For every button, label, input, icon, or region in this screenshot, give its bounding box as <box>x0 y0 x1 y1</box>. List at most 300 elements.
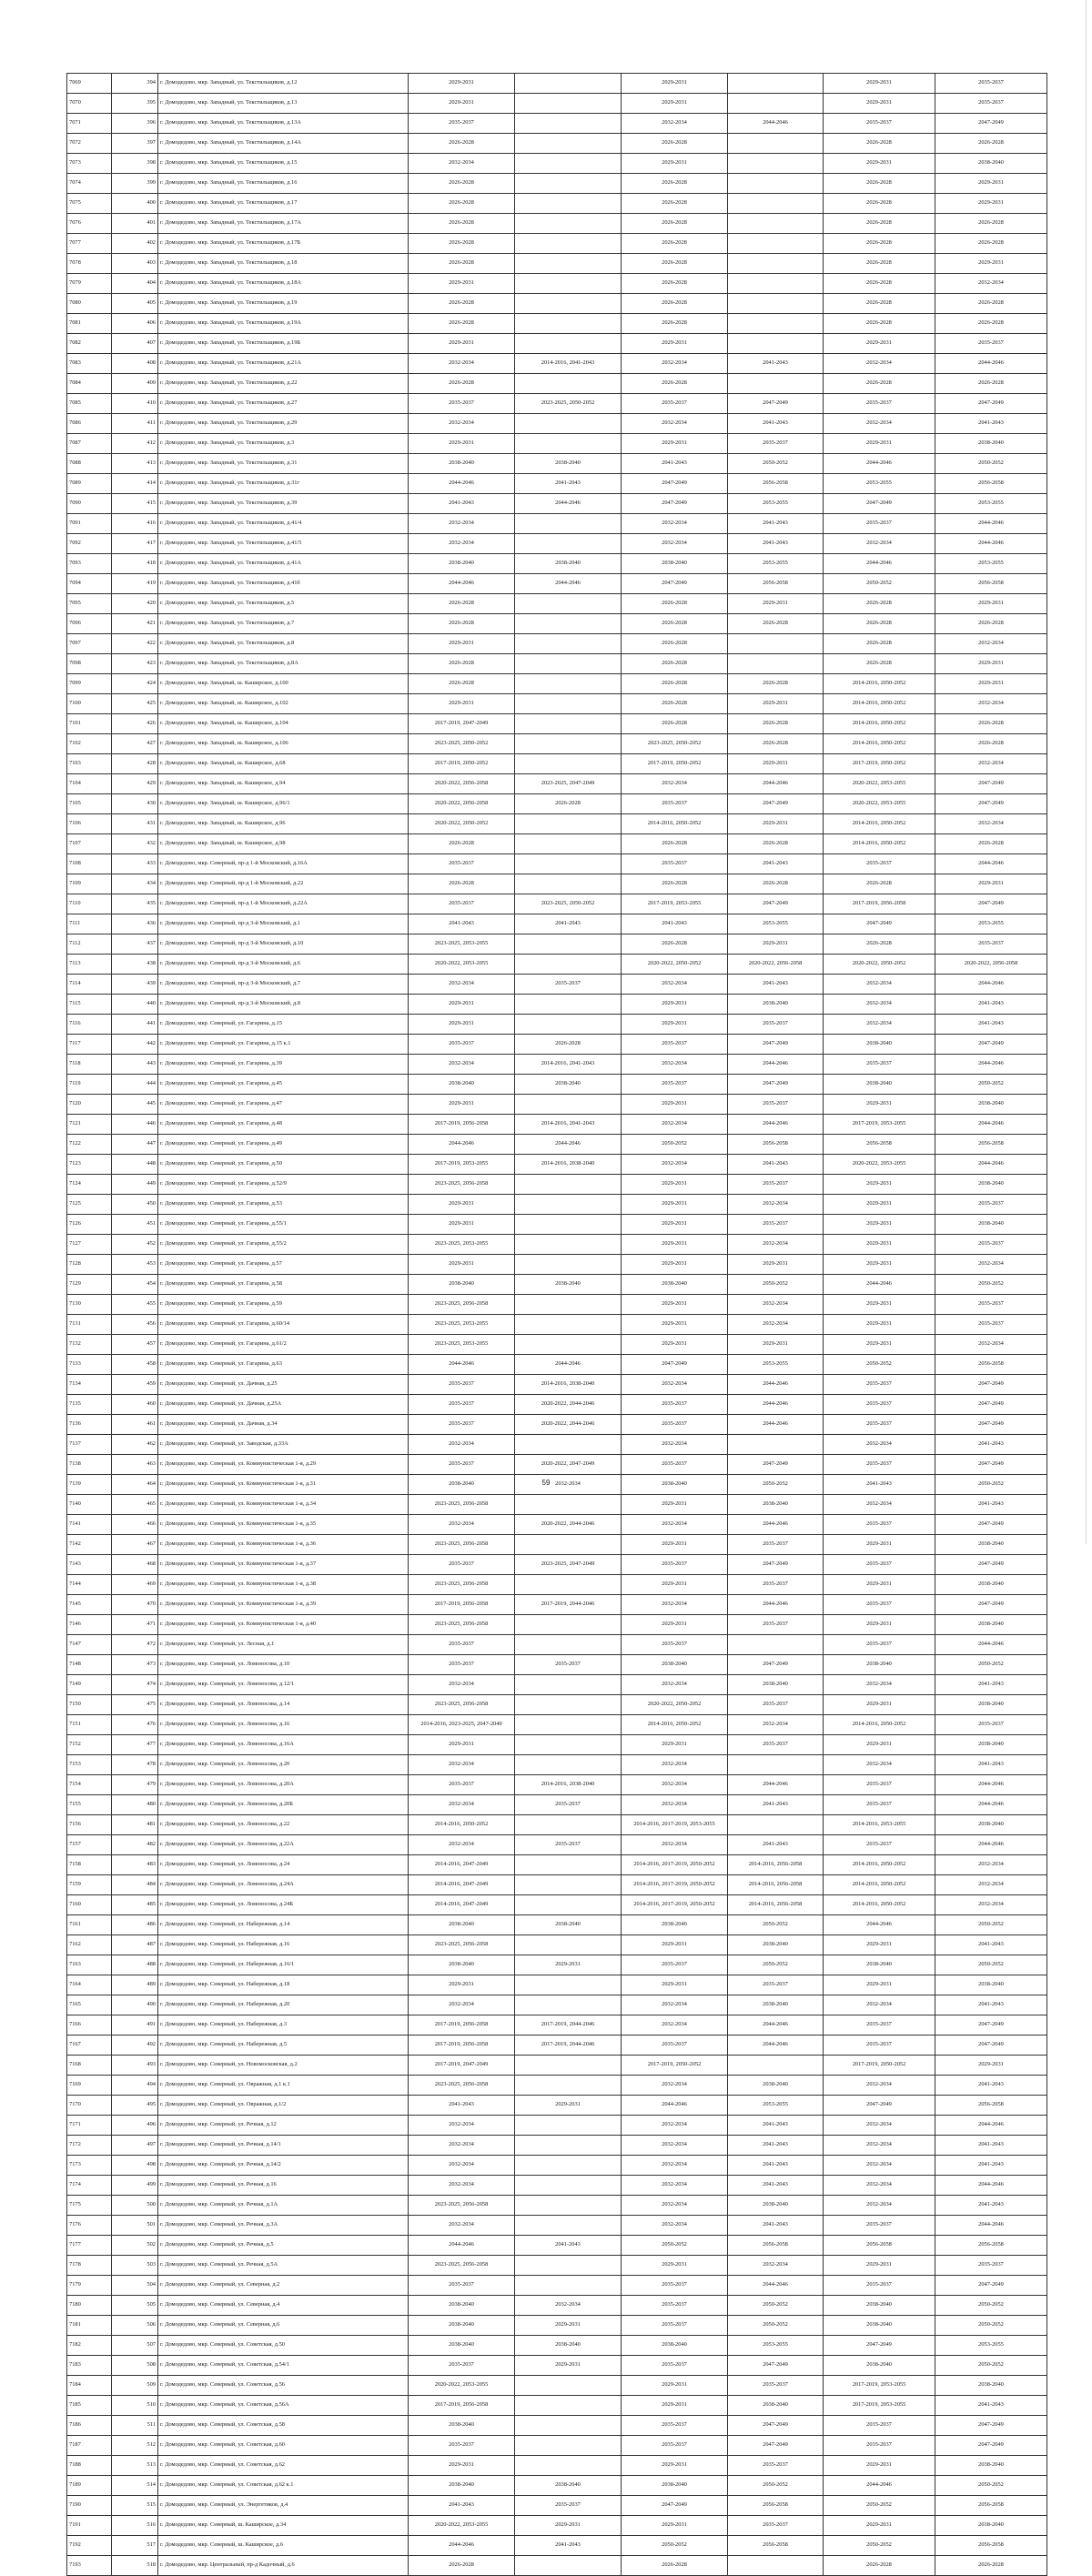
list-number-cell: 409 <box>112 374 158 394</box>
period-3-cell: 2026-2028 <box>622 694 728 714</box>
address-cell: г. Домодедово, мкр. Северный, ул. Ломоносова, д.24Б <box>158 1895 409 1915</box>
record-number-cell: 7091 <box>67 514 112 534</box>
record-number-cell: 7134 <box>67 1375 112 1395</box>
period-4-cell <box>728 94 824 114</box>
period-3-cell: 2026-2028 <box>622 174 728 194</box>
address-cell: г. Домодедово, мкр. Западный, ул. Текстильщиков, д.14А <box>158 134 409 154</box>
address-cell: г. Домодедово, мкр. Западный, ул. Текстильщиков, д.8А <box>158 654 409 674</box>
table-row <box>67 694 1047 714</box>
period-1-cell: 2026-2028 <box>409 214 515 234</box>
table-row <box>67 1995 1047 2015</box>
period-6-cell: 2056-2058 <box>935 1135 1047 1155</box>
period-1-cell: 2032-2034 <box>409 1675 515 1695</box>
record-number-cell: 7172 <box>67 2136 112 2156</box>
period-4-cell: 2044-2046 <box>728 1115 824 1135</box>
period-5-cell: 2047-2049 <box>824 2096 935 2116</box>
period-4-cell: 2044-2046 <box>728 1055 824 1075</box>
table-row <box>67 995 1047 1015</box>
period-3-cell: 2035-2037 <box>622 1635 728 1655</box>
address-cell: г. Домодедово, мкр. Северный, пр-д 3-й Московский, д.7 <box>158 975 409 995</box>
period-6-cell: 2032-2034 <box>935 1335 1047 1355</box>
period-5-cell: 2032-2034 <box>824 975 935 995</box>
period-6-cell: 2026-2028 <box>935 714 1047 734</box>
period-1-cell: 2035-2037 <box>409 894 515 914</box>
period-3-cell: 2026-2028 <box>622 874 728 894</box>
table-row <box>67 2076 1047 2096</box>
period-1-cell: 2035-2037 <box>409 2276 515 2296</box>
list-number-cell: 479 <box>112 1775 158 1795</box>
period-3-cell: 2038-2040 <box>622 1475 728 1495</box>
list-number-cell: 399 <box>112 174 158 194</box>
period-6-cell: 2056-2058 <box>935 2536 1047 2556</box>
period-2-cell <box>515 934 622 955</box>
period-5-cell: 2020-2022, 2053-2055 <box>824 794 935 814</box>
table-row <box>67 2196 1047 2216</box>
period-2-cell <box>515 2256 622 2276</box>
period-3-cell: 2035-2037 <box>622 1395 728 1415</box>
period-4-cell: 2029-2031 <box>728 694 824 714</box>
address-cell: г. Домодедово, мкр. Западный, ул. Текстильщиков, д.19А <box>158 314 409 334</box>
period-4-cell: 2038-2040 <box>728 995 824 1015</box>
list-number-cell: 428 <box>112 754 158 774</box>
period-2-cell <box>515 2436 622 2456</box>
period-4-cell: 2050-2052 <box>728 1955 824 1975</box>
period-3-cell: 2032-2034 <box>622 2156 728 2176</box>
period-3-cell: 2032-2034 <box>622 774 728 794</box>
list-number-cell: 510 <box>112 2396 158 2416</box>
period-6-cell: 2038-2040 <box>935 2516 1047 2536</box>
address-cell: г. Домодедово, мкр. Северный, ул. Коммунистическая 1-я, д.39 <box>158 1595 409 1615</box>
list-number-cell: 445 <box>112 1095 158 1115</box>
period-4-cell: 2053-2055 <box>728 914 824 934</box>
record-number-cell: 7186 <box>67 2416 112 2436</box>
period-4-cell <box>728 1635 824 1655</box>
list-number-cell: 476 <box>112 1715 158 1735</box>
period-5-cell: 2026-2028 <box>824 294 935 314</box>
period-5-cell: 2035-2037 <box>824 2416 935 2436</box>
table-row <box>67 254 1047 274</box>
list-number-cell: 411 <box>112 414 158 434</box>
record-number-cell: 7179 <box>67 2276 112 2296</box>
record-number-cell: 7182 <box>67 2336 112 2356</box>
record-number-cell: 7152 <box>67 1735 112 1755</box>
table-row <box>67 2015 1047 2036</box>
period-2-cell <box>515 154 622 174</box>
period-1-cell: 2038-2040 <box>409 2316 515 2336</box>
period-1-cell: 2032-2034 <box>409 1995 515 2015</box>
period-2-cell <box>515 1295 622 1315</box>
period-1-cell: 2026-2028 <box>409 674 515 694</box>
register-sheet <box>66 73 1018 2576</box>
period-4-cell: 2050-2052 <box>728 1275 824 1295</box>
table-row <box>67 334 1047 354</box>
period-3-cell: 2029-2031 <box>622 1235 728 1255</box>
list-number-cell: 484 <box>112 1875 158 1895</box>
table-row <box>67 2516 1047 2536</box>
table-row <box>67 894 1047 914</box>
period-5-cell: 2026-2028 <box>824 874 935 894</box>
period-1-cell: 2023-2025, 2056-2058 <box>409 1615 515 1635</box>
period-6-cell: 2056-2058 <box>935 2236 1047 2256</box>
address-cell: г. Домодедово, мкр. Северный, ул. Лесная, д.1 <box>158 1635 409 1655</box>
address-cell: г. Домодедово, мкр. Западный, ул. Текстильщиков, д.16 <box>158 174 409 194</box>
list-number-cell: 488 <box>112 1955 158 1975</box>
period-6-cell: 2047-2049 <box>935 1455 1047 1475</box>
period-5-cell: 2035-2037 <box>824 1555 935 1575</box>
record-number-cell: 7073 <box>67 154 112 174</box>
record-number-cell: 7092 <box>67 534 112 554</box>
address-cell: г. Домодедово, мкр. Северный, ул. Набережная, д.20 <box>158 1995 409 2015</box>
period-3-cell: 2029-2031 <box>622 1335 728 1355</box>
period-1-cell: 2029-2031 <box>409 1735 515 1755</box>
address-cell: г. Домодедово, мкр. Северный, ул. Гагарина, д.39 <box>158 1055 409 1075</box>
period-3-cell: 2032-2034 <box>622 1155 728 1175</box>
period-6-cell: 2026-2028 <box>935 734 1047 754</box>
period-4-cell: 2047-2049 <box>728 1075 824 1095</box>
period-6-cell: 2029-2031 <box>935 594 1047 614</box>
period-4-cell: 2029-2031 <box>728 814 824 834</box>
period-3-cell: 2032-2034 <box>622 2076 728 2096</box>
record-number-cell: 7147 <box>67 1635 112 1655</box>
period-4-cell <box>728 314 824 334</box>
list-number-cell: 433 <box>112 854 158 874</box>
address-cell: г. Домодедово, мкр. Северный, пр-д 3-й Московский, д.8 <box>158 995 409 1015</box>
record-number-cell: 7117 <box>67 1035 112 1055</box>
list-number-cell: 405 <box>112 294 158 314</box>
table-row <box>67 2136 1047 2156</box>
table-row <box>67 955 1047 975</box>
period-1-cell: 2026-2028 <box>409 374 515 394</box>
period-3-cell: 2020-2022, 2050-2052 <box>622 1695 728 1715</box>
address-cell: г. Домодедово, мкр. Северный, ул. Ломоносова, д.22 <box>158 1815 409 1835</box>
period-1-cell: 2032-2034 <box>409 2116 515 2136</box>
period-2-cell <box>515 2456 622 2476</box>
period-2-cell <box>515 634 622 654</box>
period-5-cell: 2044-2046 <box>824 454 935 474</box>
period-3-cell: 2050-2052 <box>622 1135 728 1155</box>
period-5-cell: 2035-2037 <box>824 1395 935 1415</box>
table-row <box>67 1855 1047 1875</box>
record-number-cell: 7125 <box>67 1195 112 1215</box>
table-row <box>67 2316 1047 2336</box>
table-row <box>67 1915 1047 1935</box>
period-5-cell: 2029-2031 <box>824 2456 935 2476</box>
period-2-cell <box>515 374 622 394</box>
period-5-cell: 2014-2016, 2050-2052 <box>824 714 935 734</box>
period-2-cell <box>515 1715 622 1735</box>
record-number-cell: 7108 <box>67 854 112 874</box>
table-row <box>67 514 1047 534</box>
table-row <box>67 1555 1047 1575</box>
period-6-cell: 2047-2049 <box>935 1555 1047 1575</box>
period-3-cell: 2029-2031 <box>622 1195 728 1215</box>
address-cell: г. Домодедово, мкр. Северный, ул. Новомосковская, д.2 <box>158 2056 409 2076</box>
period-3-cell: 2026-2028 <box>622 234 728 254</box>
period-2-cell: 2017-2019, 2044-2046 <box>515 2015 622 2036</box>
period-5-cell: 2029-2031 <box>824 1335 935 1355</box>
period-5-cell: 2035-2037 <box>824 854 935 874</box>
period-3-cell: 2035-2037 <box>622 2296 728 2316</box>
period-3-cell: 2026-2028 <box>622 314 728 334</box>
address-cell: г. Домодедово, мкр. Западный, ул. Текстильщиков, д.39 <box>158 494 409 514</box>
period-5-cell: 2032-2034 <box>824 1675 935 1695</box>
list-number-cell: 459 <box>112 1375 158 1395</box>
period-2-cell <box>515 214 622 234</box>
period-3-cell: 2029-2031 <box>622 1215 728 1235</box>
list-number-cell: 452 <box>112 1235 158 1255</box>
period-1-cell: 2026-2028 <box>409 174 515 194</box>
list-number-cell: 470 <box>112 1595 158 1615</box>
period-6-cell: 2035-2037 <box>935 2256 1047 2276</box>
record-number-cell: 7130 <box>67 1295 112 1315</box>
period-2-cell <box>515 814 622 834</box>
period-2-cell: 2014-2016, 2038-2040 <box>515 1375 622 1395</box>
period-1-cell: 2044-2046 <box>409 2536 515 2556</box>
table-row <box>67 1875 1047 1895</box>
table-row <box>67 594 1047 614</box>
period-6-cell: 2038-2040 <box>935 1095 1047 1115</box>
period-4-cell: 2014-2016, 2056-2058 <box>728 1895 824 1915</box>
period-6-cell: 2047-2049 <box>935 114 1047 134</box>
period-6-cell: 2041-2043 <box>935 2136 1047 2156</box>
record-number-cell: 7119 <box>67 1075 112 1095</box>
period-1-cell: 2017-2019, 2053-2055 <box>409 1155 515 1175</box>
period-2-cell: 2041-2043 <box>515 2236 622 2256</box>
period-1-cell: 2026-2028 <box>409 254 515 274</box>
period-4-cell: 2032-2034 <box>728 1715 824 1735</box>
period-4-cell: 2035-2037 <box>728 2456 824 2476</box>
address-cell: г. Домодедово, мкр. Северный, ул. Речная, д.1А <box>158 2196 409 2216</box>
period-6-cell: 2026-2028 <box>935 374 1047 394</box>
list-number-cell: 505 <box>112 2296 158 2316</box>
address-cell: г. Домодедово, мкр. Северный, ул. Гагарина, д.63 <box>158 1355 409 1375</box>
period-2-cell <box>515 1935 622 1955</box>
list-number-cell: 462 <box>112 1435 158 1455</box>
record-number-cell: 7151 <box>67 1715 112 1735</box>
record-number-cell: 7169 <box>67 2076 112 2096</box>
period-1-cell: 2026-2028 <box>409 654 515 674</box>
period-6-cell: 2053-2055 <box>935 2336 1047 2356</box>
period-6-cell: 2032-2034 <box>935 754 1047 774</box>
list-number-cell: 415 <box>112 494 158 514</box>
list-number-cell: 497 <box>112 2136 158 2156</box>
period-6-cell: 2035-2037 <box>935 1235 1047 1255</box>
period-5-cell: 2014-2016, 2050-2052 <box>824 1875 935 1895</box>
list-number-cell: 442 <box>112 1035 158 1055</box>
table-row <box>67 354 1047 374</box>
period-6-cell: 2047-2049 <box>935 2276 1047 2296</box>
period-1-cell: 2029-2031 <box>409 334 515 354</box>
period-2-cell: 2026-2028 <box>515 794 622 814</box>
list-number-cell: 485 <box>112 1895 158 1915</box>
record-number-cell: 7115 <box>67 995 112 1015</box>
period-4-cell: 2044-2046 <box>728 1415 824 1435</box>
period-3-cell: 2029-2031 <box>622 1535 728 1555</box>
period-2-cell <box>515 314 622 334</box>
period-1-cell: 2032-2034 <box>409 2216 515 2236</box>
period-6-cell: 2029-2031 <box>935 674 1047 694</box>
list-number-cell: 425 <box>112 694 158 714</box>
period-1-cell: 2017-2019, 2047-2049 <box>409 2056 515 2076</box>
list-number-cell: 417 <box>112 534 158 554</box>
period-6-cell: 2044-2046 <box>935 2216 1047 2236</box>
address-cell: г. Домодедово, мкр. Западный, ш. Каширское, д.94 <box>158 774 409 794</box>
list-number-cell: 512 <box>112 2436 158 2456</box>
period-2-cell <box>515 1635 622 1655</box>
period-1-cell: 2038-2040 <box>409 1275 515 1295</box>
period-2-cell <box>515 2396 622 2416</box>
period-4-cell: 2041-2043 <box>728 1155 824 1175</box>
period-1-cell: 2044-2046 <box>409 474 515 494</box>
table-row <box>67 1215 1047 1235</box>
record-number-cell: 7085 <box>67 394 112 414</box>
period-5-cell: 2026-2028 <box>824 374 935 394</box>
record-number-cell: 7193 <box>67 2556 112 2576</box>
list-number-cell: 495 <box>112 2096 158 2116</box>
address-cell: г. Домодедово, мкр. Западный, ул. Текстильщиков, д.18 <box>158 254 409 274</box>
record-number-cell: 7187 <box>67 2436 112 2456</box>
record-number-cell: 7149 <box>67 1675 112 1695</box>
period-2-cell: 2035-2037 <box>515 1655 622 1675</box>
list-number-cell: 398 <box>112 154 158 174</box>
period-5-cell: 2029-2031 <box>824 1235 935 1255</box>
period-4-cell: 2041-2043 <box>728 2176 824 2196</box>
period-2-cell: 2029-2031 <box>515 2516 622 2536</box>
period-1-cell: 2026-2028 <box>409 2556 515 2576</box>
period-3-cell: 2038-2040 <box>622 554 728 574</box>
period-2-cell: 2041-2043 <box>515 2536 622 2556</box>
period-1-cell: 2017-2019, 2056-2058 <box>409 2036 515 2056</box>
period-2-cell <box>515 594 622 614</box>
period-5-cell: 2038-2040 <box>824 1075 935 1095</box>
period-2-cell <box>515 254 622 274</box>
period-3-cell: 2035-2037 <box>622 794 728 814</box>
address-cell: г. Домодедово, мкр. Северный, ул. Коммунистическая 1-я, д.29 <box>158 1455 409 1475</box>
period-5-cell: 2035-2037 <box>824 2036 935 2056</box>
period-5-cell: 2026-2028 <box>824 2556 935 2576</box>
address-cell: г. Домодедово, мкр. Северный, ул. Гагарина, д.45 <box>158 1075 409 1095</box>
period-1-cell: 2020-2022, 2053-2055 <box>409 955 515 975</box>
list-number-cell: 492 <box>112 2036 158 2056</box>
period-3-cell: 2014-2016, 2017-2019, 2050-2052 <box>622 1875 728 1895</box>
period-2-cell <box>515 1235 622 1255</box>
list-number-cell: 454 <box>112 1275 158 1295</box>
period-5-cell: 2029-2031 <box>824 1095 935 1115</box>
address-cell: г. Домодедово, мкр. Северный, ш. Каширское, д.6 <box>158 2536 409 2556</box>
period-2-cell <box>515 714 622 734</box>
period-2-cell <box>515 434 622 454</box>
period-3-cell: 2029-2031 <box>622 1255 728 1275</box>
address-cell: г. Домодедово, мкр. Западный, ул. Текстильщиков, д.41/5 <box>158 534 409 554</box>
period-4-cell: 2035-2037 <box>728 1175 824 1195</box>
period-3-cell: 2014-2016, 2050-2052 <box>622 814 728 834</box>
period-1-cell: 2041-2043 <box>409 914 515 934</box>
period-5-cell: 2017-2019, 2053-2055 <box>824 1115 935 1135</box>
period-5-cell: 2032-2034 <box>824 2176 935 2196</box>
period-3-cell: 2023-2025, 2050-2052 <box>622 734 728 754</box>
period-1-cell: 2023-2025, 2053-2055 <box>409 1235 515 1255</box>
period-5-cell: 2026-2028 <box>824 634 935 654</box>
period-3-cell: 2035-2037 <box>622 2036 728 2056</box>
period-1-cell: 2038-2040 <box>409 1475 515 1495</box>
period-6-cell: 2038-2040 <box>935 1815 1047 1835</box>
period-4-cell: 2026-2028 <box>728 674 824 694</box>
period-4-cell: 2035-2037 <box>728 1215 824 1235</box>
period-4-cell: 2026-2028 <box>728 834 824 854</box>
period-6-cell: 2044-2046 <box>935 1055 1047 1075</box>
period-3-cell: 2035-2037 <box>622 1075 728 1095</box>
period-4-cell: 2032-2034 <box>728 1195 824 1215</box>
list-number-cell: 466 <box>112 1515 158 1535</box>
table-row <box>67 634 1047 654</box>
list-number-cell: 406 <box>112 314 158 334</box>
period-4-cell: 2050-2052 <box>728 454 824 474</box>
list-number-cell: 403 <box>112 254 158 274</box>
table-row <box>67 2096 1047 2116</box>
period-4-cell: 2041-2043 <box>728 414 824 434</box>
period-6-cell: 2047-2049 <box>935 1375 1047 1395</box>
period-1-cell: 2032-2034 <box>409 534 515 554</box>
address-cell: г. Домодедово, мкр. Северный, ул. Овражная, д.1/2 <box>158 2096 409 2116</box>
period-6-cell: 2029-2031 <box>935 654 1047 674</box>
record-number-cell: 7101 <box>67 714 112 734</box>
period-2-cell: 2026-2028 <box>515 1035 622 1055</box>
record-number-cell: 7150 <box>67 1695 112 1715</box>
address-cell: г. Домодедово, мкр. Северный, ул. Коммунистическая 1-я, д.36 <box>158 1535 409 1555</box>
list-number-cell: 427 <box>112 734 158 754</box>
period-1-cell: 2026-2028 <box>409 314 515 334</box>
period-6-cell: 2038-2040 <box>935 154 1047 174</box>
period-3-cell: 2026-2028 <box>622 634 728 654</box>
period-5-cell: 2014-2016, 2050-2052 <box>824 1855 935 1875</box>
list-number-cell: 458 <box>112 1355 158 1375</box>
period-2-cell <box>515 334 622 354</box>
period-3-cell: 2047-2049 <box>622 2496 728 2516</box>
period-2-cell <box>515 1975 622 1995</box>
period-5-cell: 2020-2022, 2050-2052 <box>824 955 935 975</box>
period-2-cell <box>515 955 622 975</box>
list-number-cell: 483 <box>112 1855 158 1875</box>
period-1-cell: 2035-2037 <box>409 114 515 134</box>
period-2-cell <box>515 1435 622 1455</box>
period-5-cell: 2029-2031 <box>824 1175 935 1195</box>
address-cell: г. Домодедово, мкр. Северный, ул. Речная, д.16 <box>158 2176 409 2196</box>
record-number-cell: 7094 <box>67 574 112 594</box>
period-3-cell: 2026-2028 <box>622 674 728 694</box>
address-cell: г. Домодедово, мкр. Северный, пр-д 1-й Московский, д.16А <box>158 854 409 874</box>
period-6-cell: 2032-2034 <box>935 694 1047 714</box>
period-3-cell: 2026-2028 <box>622 2556 728 2576</box>
period-2-cell: 2044-2046 <box>515 494 622 514</box>
period-4-cell: 2044-2046 <box>728 1515 824 1535</box>
period-5-cell: 2050-2052 <box>824 2496 935 2516</box>
table-row <box>67 1435 1047 1455</box>
period-1-cell: 2023-2025, 2056-2058 <box>409 1695 515 1715</box>
record-number-cell: 7069 <box>67 74 112 94</box>
period-4-cell: 2038-2040 <box>728 1495 824 1515</box>
period-3-cell: 2029-2031 <box>622 1295 728 1315</box>
period-3-cell: 2038-2040 <box>622 2476 728 2496</box>
record-number-cell: 7089 <box>67 474 112 494</box>
period-1-cell: 2038-2040 <box>409 2296 515 2316</box>
address-cell: г. Домодедово, мкр. Западный, ул. Текстильщиков, д.17 <box>158 194 409 214</box>
period-2-cell <box>515 1995 622 2015</box>
period-3-cell: 2047-2049 <box>622 474 728 494</box>
record-number-cell: 7079 <box>67 274 112 294</box>
record-number-cell: 7093 <box>67 554 112 574</box>
period-6-cell: 2050-2052 <box>935 1075 1047 1095</box>
address-cell: г. Домодедово, мкр. Северный, ул. Гагарина, д.47 <box>158 1095 409 1115</box>
